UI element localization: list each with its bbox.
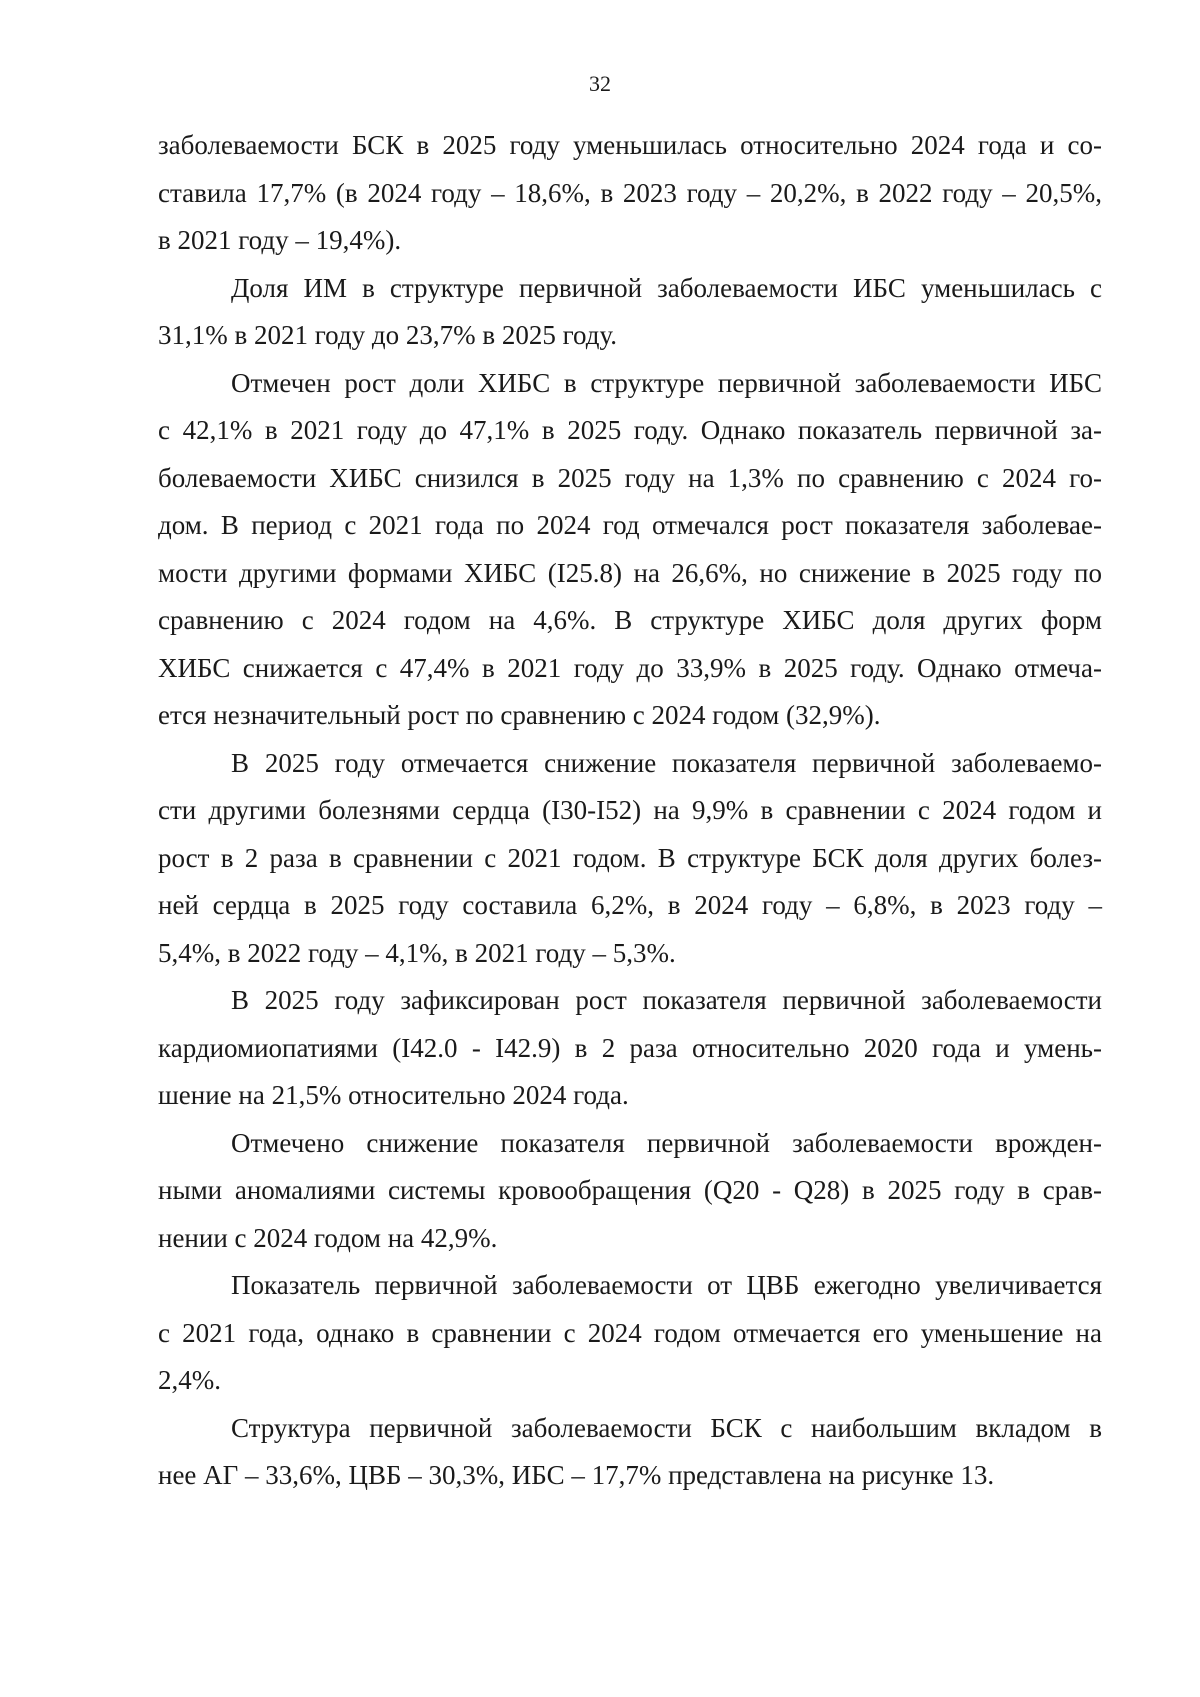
text-line: Отмечен рост доли ХИБС в структуре первичной заболеваемости ИБС [231,367,1102,398]
text-line: нее АГ – 33,6%, ЦВБ – 30,3%, ИБС – 17,7% представлена на рисунке 13. [158,1460,995,1490]
paragraph [158,1120,1102,1263]
text-line: дом. В период с 2021 года по 2024 год отмечался рост показателя заболевае- [158,510,1102,540]
text-line: мости другими формами ХИБС (I25.8) на 26,6%, но снижение в 2025 году по [158,557,1102,588]
text-line: ней сердца в 2025 году составила 6,2%, в 2024 году – 6,8%, в 2023 году – [158,890,1102,920]
text-line: Отмечено снижение показателя первичной заболеваемости врожден- [231,1127,1102,1158]
text-line: сти другими болезнями сердца (I30-I52) на 9,9% в сравнении с 2024 годом и [158,795,1102,825]
paragraph [158,1405,1102,1500]
text-line: нении с 2024 годом на 42,9%. [158,1222,498,1253]
text-line: Показатель первичной заболеваемости от ЦВБ ежегодно увеличивается [231,1270,1102,1300]
text-line: Доля ИМ в структуре первичной заболеваемости ИБС уменьшилась с [231,272,1102,303]
text-line: 5,4%, в 2022 году – 4,1%, в 2021 году – 5,3%. [158,937,676,968]
paragraph [158,977,1102,1120]
text-line: с 42,1% в 2021 году до 47,1% в 2025 году. Однако показатель первичной за- [158,415,1102,445]
text-line: 2,4%. [158,1365,221,1395]
text-line: ХИБС снижается с 47,4% в 2021 году до 33,9% в 2025 году. Однако отмеча- [158,652,1102,683]
text-line: сравнению с 2024 годом на 4,6%. В структуре ХИБС доля других форм [158,605,1102,635]
text-line: рост в 2 раза в сравнении с 2021 годом. В структуре БСК доля других болез- [158,842,1102,873]
text-line: болеваемости ХИБС снизился в 2025 году на 1,3% по сравнению с 2024 го- [158,462,1102,493]
text-line: ется незначительный рост по сравнению с 2024 годом (32,9%). [158,700,881,730]
text-line: В 2025 году отмечается снижение показателя первичной заболеваемо- [231,747,1102,778]
paragraph [158,122,1102,265]
text-line: В 2025 году зафиксирован рост показателя первичной заболеваемости [231,985,1102,1015]
text-line: в 2021 году – 19,4%). [158,225,402,255]
text-line: 31,1% в 2021 году до 23,7% в 2025 году. [158,320,617,350]
body-text [158,122,1102,1500]
paragraph [158,360,1102,740]
paragraph [158,265,1102,360]
text-line: ставила 17,7% (в 2024 году – 18,6%, в 2023 году – 20,2%, в 2022 году – 20,5%, [158,177,1102,208]
text-line: кардиомиопатиями (I42.0 - I42.9) в 2 раза относительно 2020 года и умень- [158,1032,1102,1063]
text-line: ными аномалиями системы кровообращения (Q20 - Q28) в 2025 году в срав- [158,1175,1102,1205]
text-line: заболеваемости БСК в 2025 году уменьшилась относительно 2024 года и со- [158,130,1102,160]
page-number: 32 [589,71,611,96]
text-line: шение на 21,5% относительно 2024 года. [158,1080,629,1110]
text-line: с 2021 года, однако в сравнении с 2024 годом отмечается его уменьшение на [158,1317,1102,1348]
text-line: Структура первичной заболеваемости БСК с наибольшим вкладом в [231,1412,1102,1443]
paragraph [158,740,1102,978]
paragraph [158,1262,1102,1405]
